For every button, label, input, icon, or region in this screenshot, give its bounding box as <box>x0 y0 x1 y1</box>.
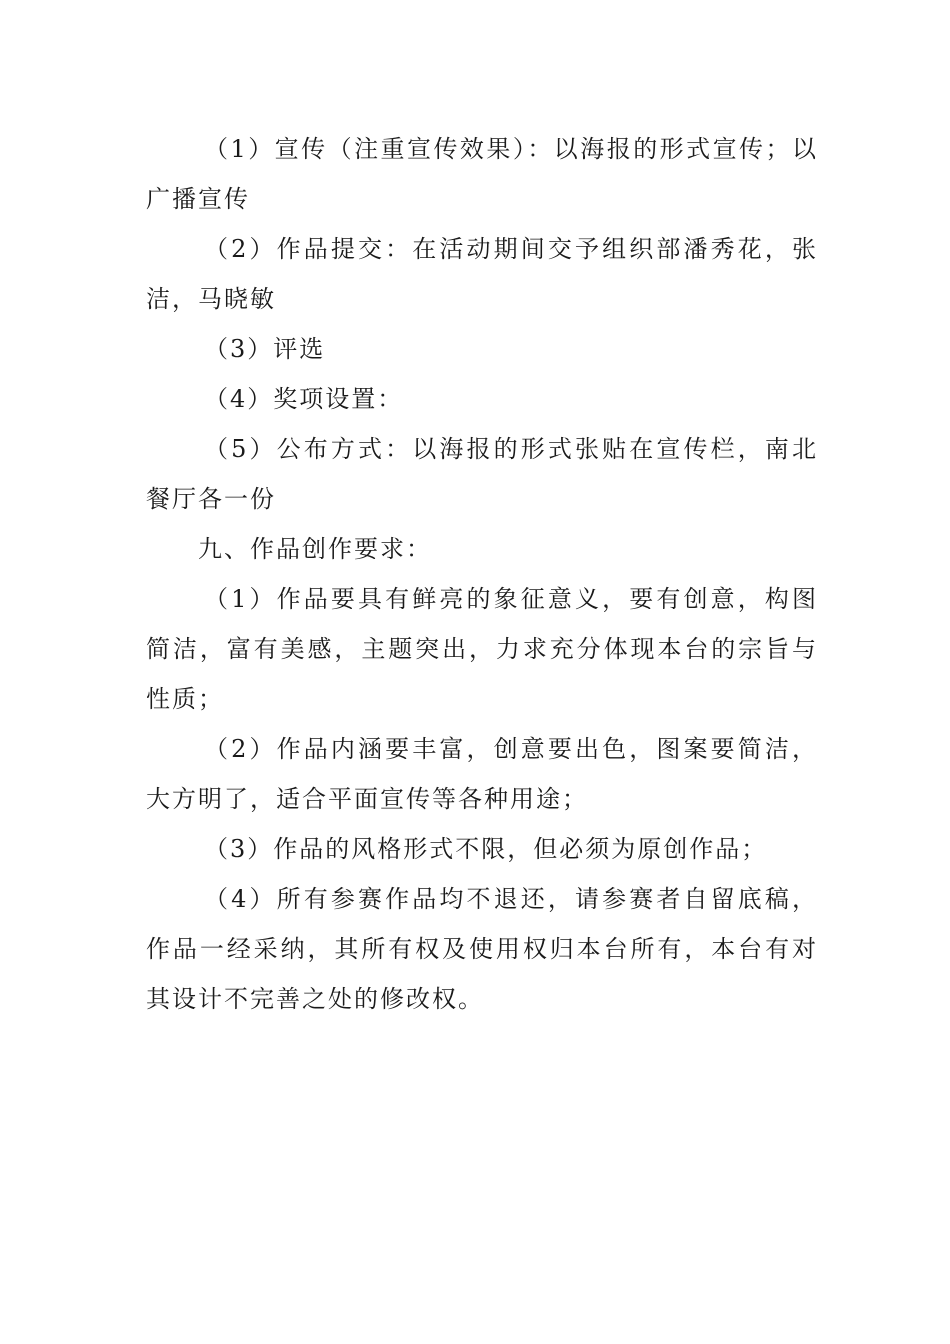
paragraph-announcement: （5）公布方式：以海报的形式张贴在宣传栏，南北餐厅各一份 <box>146 435 818 513</box>
paragraph-requirement-1: （1）作品要具有鲜亮的象征意义，要有创意，构图简洁，富有美感，主题突出，力求充分体现本台的宗旨与性质； <box>146 585 818 713</box>
paragraph-requirement-2: （2）作品内涵要丰富，创意要出色，图案要简洁，大方明了，适合平面宣传等各种用途； <box>146 735 818 813</box>
paragraph-requirement-3: （3）作品的风格形式不限，但必须为原创作品； <box>204 835 768 863</box>
document-body <box>146 124 818 1024</box>
section-heading-requirements: 九、作品创作要求： <box>198 535 432 563</box>
paragraph-submission: （2）作品提交：在活动期间交予组织部潘秀花，张洁，马晓敏 <box>146 235 818 313</box>
paragraph-awards: （4）奖项设置： <box>204 385 404 413</box>
paragraph-selection: （3）评选 <box>204 335 326 363</box>
paragraph-publicity: （1）宣传（注重宣传效果）：以海报的形式宣传；以广播宣传 <box>146 135 818 213</box>
paragraph-requirement-4: （4）所有参赛作品均不退还，请参赛者自留底稿，作品一经采纳，其所有权及使用权归本台所有，本台有对其设计不完善之处的修改权。 <box>146 885 818 1013</box>
